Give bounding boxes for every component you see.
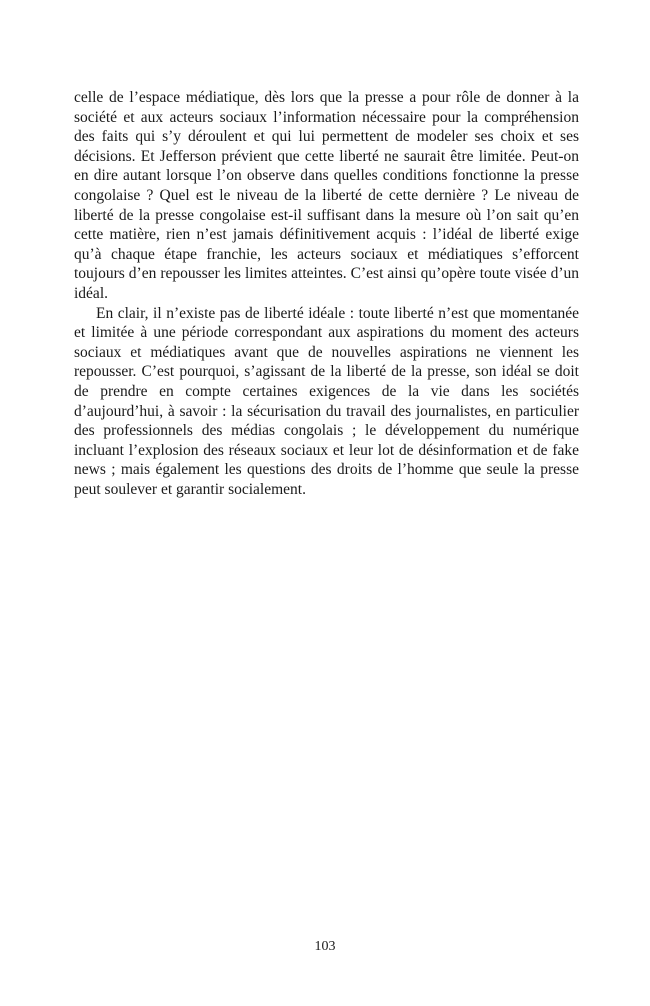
page-number: 103 xyxy=(314,939,336,954)
paragraph-continuation: celle de l’espace médiatique, dès lors que la presse a pour rôle de donner à la société et aux acteurs sociaux l’information nécessaire pour la compréhension des faits qui s’y déroulent et qui lui permettent de modeler ses choix et ses décisions. Et Jefferson prévient que cette liberté ne saurait être limitée. Peut-on en dire autant lorsque l’on observe dans quelles conditions fonctionne la presse congolaise ? Quel est le niveau de la liberté de cette dernière ? Le niveau de liberté de la presse congolaise est-il suffisant dans la mesure où l’on sait qu’en cette matière, rien n’est jamais définitivement acquis : l’idéal de liberté exige qu’à chaque étape franchie, les acteurs sociaux et médiatiques s’efforcent toujours d’en repousser les limites atteintes. C’est ainsi qu’opère toute visée d’un idéal. xyxy=(74,89,579,302)
paragraph-liberte-ideale: En clair, il n’existe pas de liberté idéale : toute liberté n’est que momentanée et limitée à une période correspondant aux aspirations du moment des acteurs sociaux et médiatiques avant que de nouvelles aspirations ne viennent les repousser. C’est pourquoi, s’agissant de la liberté de la presse, son idéal se doit de prendre en compte certaines exigences de la vie dans les sociétés d’aujourd’hui, à savoir : la sécurisation du travail des journalistes, en particulier des professionnels des médias congolais ; le développement du numérique incluant l’explosion des réseaux sociaux et leur lot de désinformation et de fake news ; mais également les questions des droits de l’homme que seule la presse peut soulever et garantir socialement. xyxy=(74,304,579,498)
body-text xyxy=(74,88,579,499)
